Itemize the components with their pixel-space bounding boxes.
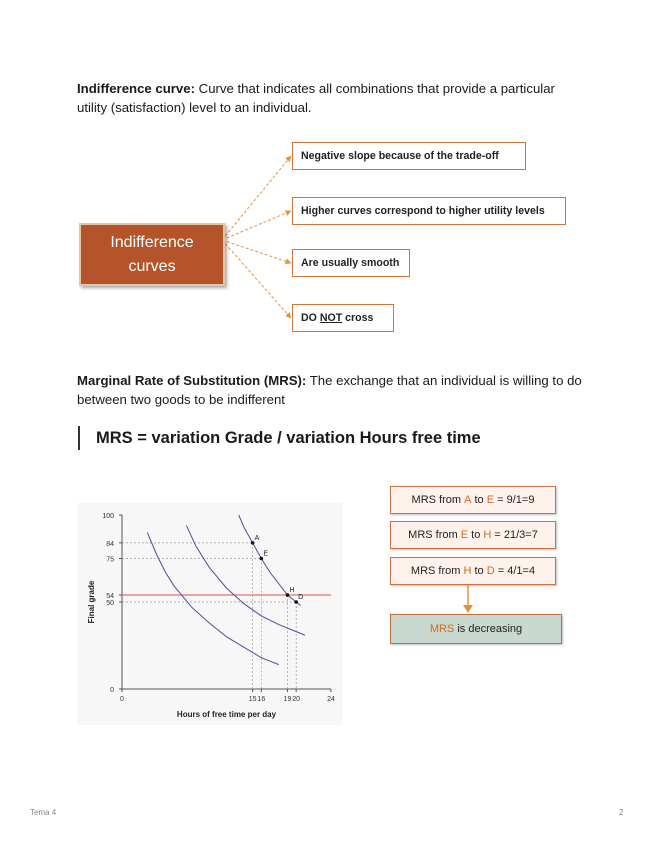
mrs-colon: : [301,373,307,388]
mrs-definition [77,371,587,409]
mrs-conclusion-text: is decreasing [454,623,523,635]
point-label-D: D [298,594,304,601]
mrs-box-2-mid: to [468,529,484,541]
mrs-box-a-e [390,486,556,514]
mrs-box-3-pre: MRS from [410,565,464,577]
x-tick-label-19: 19 [283,696,292,703]
indifference-curve-chart [77,503,342,725]
point-label-E: E [263,550,269,558]
x-tick-label-16: 16 [257,696,266,703]
mrs-decreasing-box [390,614,562,644]
y-axis-label: Final grade [87,580,96,624]
item-3-label: Are usually smooth [301,257,400,269]
main-label: Indifference curves [110,233,194,275]
term-mrs: Marginal Rate of Substitution (MRS) [77,373,302,388]
x-tick-label-20: 20 [292,696,301,703]
arrow-to-item-2 [222,211,291,240]
item-4-pre: DO [301,312,320,324]
item-usually-smooth [292,249,410,277]
mrs-box-3-post: = 4/1=4 [494,565,536,577]
y-tick-label-84: 84 [106,540,114,548]
item-4-post: cross [342,312,374,324]
arrow-to-item-1 [222,156,291,240]
term-colon: : [190,81,196,96]
mrs-box-e-h [390,521,556,549]
mrs-formula-heading: MRS = variation Grade / variation Hours free time [78,426,481,450]
mrs-box-2-pre: MRS from [408,529,461,541]
x-tick-label-15: 15 [248,696,257,703]
x-axis-label: Hours of free time per day [176,710,277,719]
item-4-emphasis: NOT [319,312,343,324]
page-number: 2 [619,808,624,817]
mrs-box-1-from: A [464,494,472,506]
mrs-box-3-mid: to [471,565,487,577]
chart-background [77,503,342,725]
item-2-label: Higher curves correspond to higher utility levels [301,205,545,217]
mrs-box-h-d [390,557,556,585]
x-tick-label-0: 0 [120,696,124,703]
item-higher-curves [292,197,566,225]
y-tick-label-0: 0 [110,687,114,694]
mrs-box-2-post: = 21/3=7 [491,529,538,541]
point-label-H: H [289,587,295,595]
mrs-box-1-to: E [486,494,495,506]
mrs-conclusion-term: MRS [429,623,455,635]
mrs-box-3-from: H [463,565,472,577]
point-label-A: A [254,534,260,542]
mrs-box-1-pre: MRS from [411,494,465,506]
definition-text: Curve that indicates all combinations that provide a particular utility (satisfaction) level to an individual. [77,81,555,115]
mrs-box-2-to: H [483,529,492,541]
mrs-box-1-mid: to [471,494,487,506]
y-tick-label-100: 100 [102,513,114,520]
y-tick-label-75: 75 [106,556,114,564]
mrs-box-3-to: D [486,565,495,577]
indifference-curves-box [79,223,225,286]
y-tick-label-50: 50 [106,600,114,607]
footer-left: Tema 4 [30,808,57,817]
x-tick-label-24: 24 [327,696,335,703]
y-tick-label-54: 54 [106,593,114,601]
mrs-box-2-from: E [460,529,469,541]
conclusion-arrow [460,585,476,615]
item-negative-slope [292,142,526,170]
term-indifference-curve: Indifference curve [77,81,191,96]
item-do-not-cross [292,304,394,332]
item-1-label: Negative slope because of the trade-off [301,150,499,162]
mrs-box-1-post: = 9/1=9 [494,494,535,506]
mrs-definition-text: The exchange that an individual is willing to do between two goods to be indifferent [77,373,582,407]
